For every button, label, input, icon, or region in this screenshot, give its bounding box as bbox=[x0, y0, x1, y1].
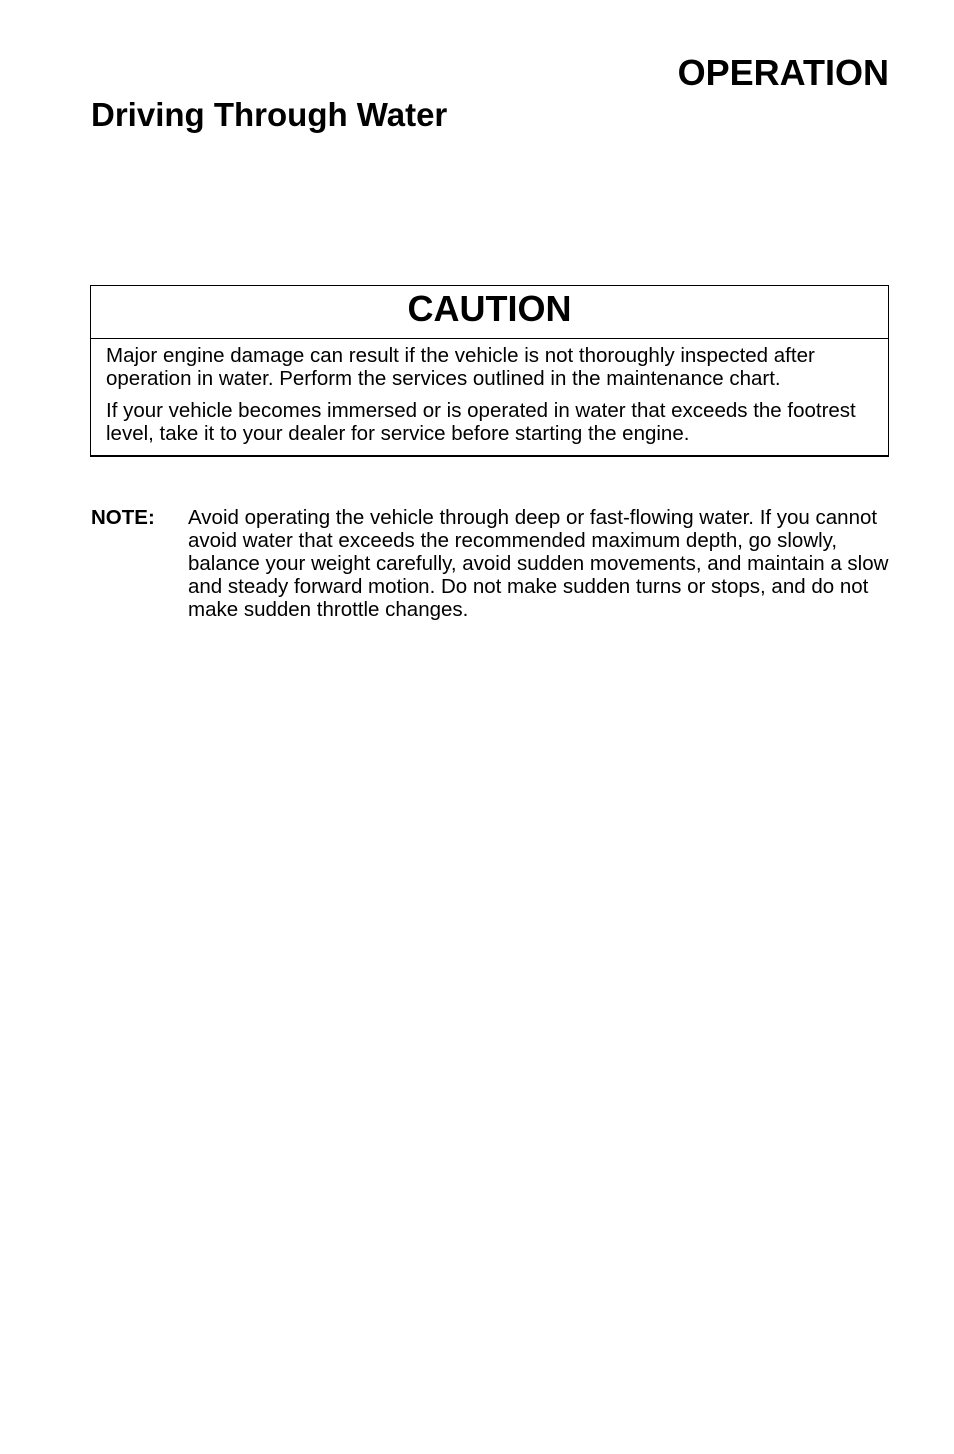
note bbox=[91, 506, 891, 621]
page-title: Driving Through Water bbox=[91, 96, 448, 133]
caution-body bbox=[91, 339, 888, 455]
caution-paragraph: If your vehicle becomes immersed or is operated in water that exceeds the footrest level, take it to your dealer for service before starting the engine. bbox=[106, 399, 856, 446]
note-text: Avoid operating the vehicle through deep or fast-flowing water. If you cannot avoid water that exceeds the recommended maximum depth, go slowly, balance your weight carefully, avoid sudden movements, and maintain a slow and steady forward motion. Do not make sudden turns or stops, and do not make sudden throttle changes. bbox=[188, 506, 889, 621]
caution-box bbox=[90, 285, 889, 457]
caution-paragraph: Major engine damage can result if the vehicle is not thoroughly inspected after operation in water. Perform the services outlined in the maintenance chart. bbox=[106, 344, 815, 391]
caution-heading: CAUTION bbox=[91, 286, 888, 339]
section-header: OPERATION bbox=[677, 52, 889, 93]
note-label: NOTE: bbox=[91, 506, 155, 529]
